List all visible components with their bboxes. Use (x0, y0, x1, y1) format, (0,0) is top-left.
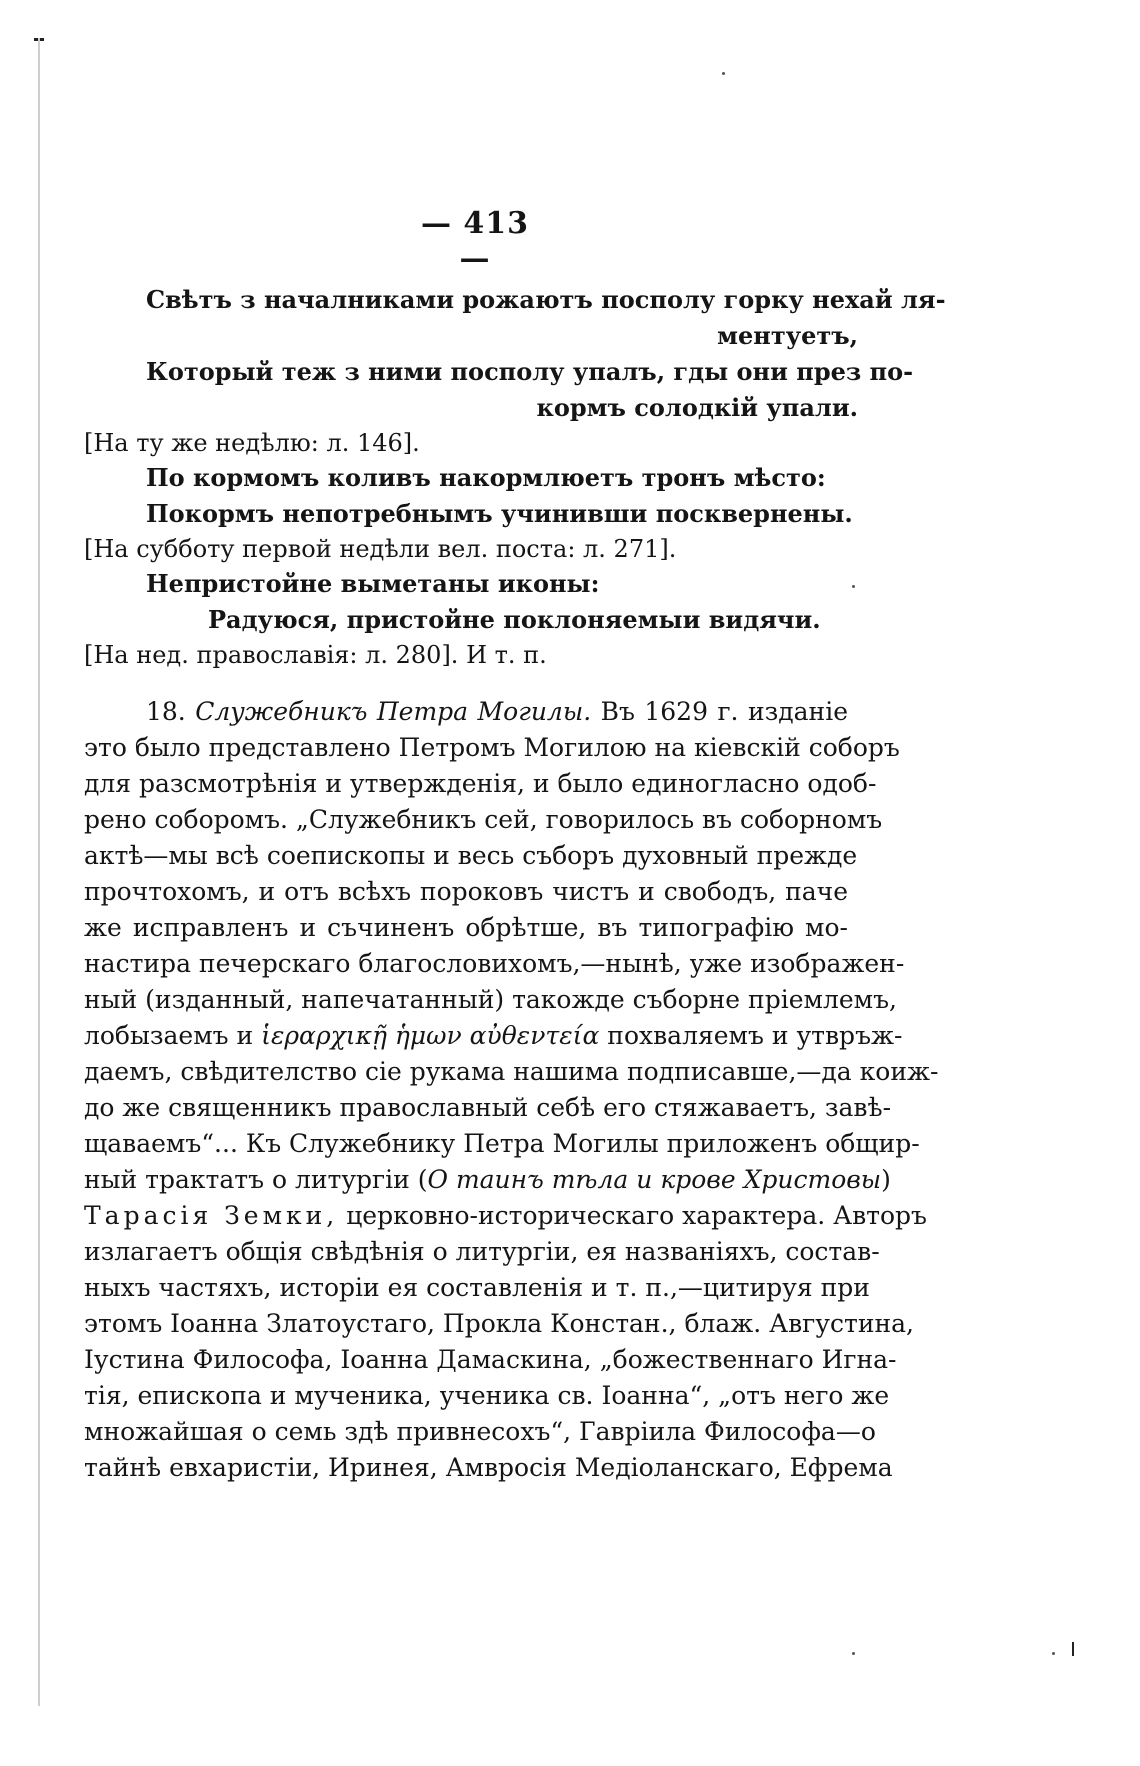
verse-line: По кормомъ коливъ накормлюетъ тронъ мѣсто: (146, 463, 826, 492)
verse-source-note: [На субботу первой недѣли вел. поста: л. 271]. (84, 535, 677, 563)
scan-speck (852, 1652, 855, 1655)
paragraph-line: излагаетъ общія свѣдѣнія о литургіи, ея названіяхъ, состав- (84, 1237, 880, 1266)
paragraph-text: лобызаемъ и (84, 1021, 254, 1050)
verse-line: Свѣтъ з началниками рожаютъ посполу горку нехай ля- (146, 285, 946, 314)
scan-speck (722, 72, 725, 75)
verse-line: Покормъ непотребнымъ учинивши посквернены. (146, 499, 853, 528)
scan-speck (1052, 1652, 1055, 1655)
paragraph-line: ныхъ частяхъ, исторіи ея составленія и т. п.,—цитируя при (84, 1273, 870, 1302)
paragraph-line: прочтохомъ, и отъ всѣхъ пороковъ чистъ и свободъ, паче (84, 877, 848, 906)
page-number: — 413 — (420, 206, 530, 276)
verse-line: Радуюся, пристойне поклоняемыи видячи. (208, 605, 821, 634)
paragraph-text: Въ 1629 г. изданіе (600, 697, 848, 726)
paragraph-line: этомъ Іоанна Златоустаго, Прокла Констан., блаж. Августина, (84, 1309, 914, 1338)
scan-mark (1072, 1642, 1074, 1656)
verse-line: кормъ солодкій упали. (536, 393, 858, 422)
greek-quote: ἱεραρχικῇ ἡμων αὐθεντεία (261, 1021, 600, 1050)
paragraph-line: настира печерскаго благословихомъ,—нынѣ, уже изображен- (84, 949, 905, 978)
paragraph-line: щаваемъ“... Къ Служебнику Петра Могилы приложенъ общир- (84, 1129, 920, 1158)
paragraph-title: Служебникъ Петра Могилы. (195, 697, 592, 726)
verse-source-note: [На нед. православія: л. 280]. И т. п. (84, 641, 547, 669)
paragraph-line: это было представлено Петромъ Могилою на кіевскій соборъ (84, 733, 900, 762)
paragraph-line: тія, епископа и мученика, ученика св. Іоанна“, „отъ него же (84, 1381, 890, 1410)
paragraph-line: Іустина Философа, Іоанна Дамаскина, „божественнаго Игна- (84, 1345, 897, 1374)
paragraph-first-line (146, 694, 848, 730)
paragraph-line: до же священникъ православный себѣ его стяжаваетъ, завѣ- (84, 1093, 892, 1122)
work-title: О таинъ тѣла и крове Христовы (427, 1165, 882, 1194)
scan-speck (852, 585, 855, 588)
paragraph-line (84, 1198, 927, 1234)
paragraph-line: ный (изданный, напечатанный) такожде съборне пріемлемъ, (84, 985, 897, 1014)
paragraph-line: даемъ, свѣдителство сіе рукама нашима подписавше,—да коиж- (84, 1057, 939, 1086)
paragraph-line: же исправленъ и съчиненъ обрѣтше, въ типографію мо- (84, 913, 848, 942)
verse-line: Непристойне выметаны иконы: (146, 569, 600, 598)
verse-line: ментуетъ, (717, 321, 858, 350)
verse-line: Который теж з ними посполу упалъ, гды они през по- (146, 357, 914, 386)
author-name: Тарасія Земки, (84, 1201, 339, 1230)
paragraph-line (84, 1018, 903, 1054)
verse-source-note: [На ту же недѣлю: л. 146]. (84, 429, 420, 457)
paragraph-line: множайшая о семь здѣ привнесохъ“, Гавріила Философа—о (84, 1417, 876, 1446)
scan-edge-line (38, 38, 40, 1706)
paragraph-line: актѣ—мы всѣ соепископы и весь съборъ духовный прежде (84, 841, 858, 870)
paragraph-line (84, 1162, 891, 1198)
paragraph-line: рено соборомъ. „Служебникъ сей, говорилось въ соборномъ (84, 805, 883, 834)
paragraph-text: ) (881, 1165, 891, 1194)
paragraph-text: церковно-историческаго характера. Авторъ (346, 1201, 927, 1230)
paragraph-text: похваляемъ и утвръж- (607, 1021, 903, 1050)
paragraph-line: для разсмотрѣнія и утвержденія, и было единогласно одоб- (84, 769, 877, 798)
paragraph-line: тайнѣ евхаристіи, Иринея, Амвросія Медіоланскаго, Ефрема (84, 1453, 893, 1482)
paragraph-text: ный трактатъ о литургіи ( (84, 1165, 428, 1194)
paragraph-number: 18. (146, 697, 186, 726)
